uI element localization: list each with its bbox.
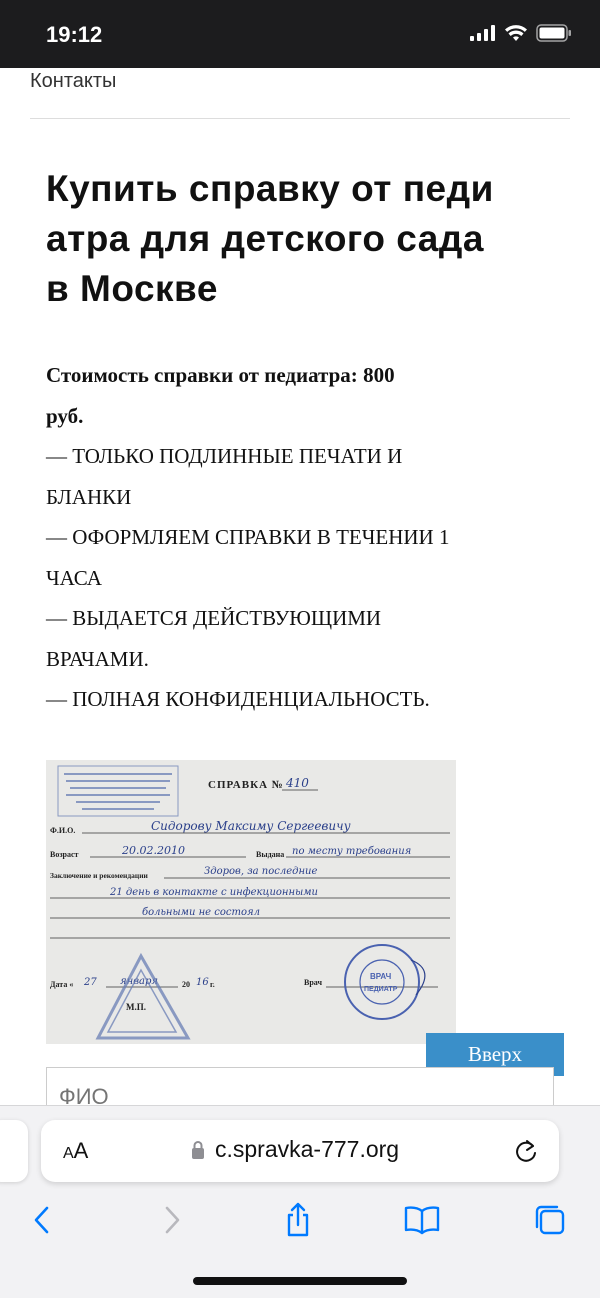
divider <box>30 118 570 119</box>
bullet-one-hour-cont: ЧАСА <box>46 565 102 590</box>
cert-line2: 21 день в контакте с инфекционными <box>110 887 318 898</box>
cellular-signal-icon <box>470 25 496 41</box>
bullet-word: — <box>46 525 67 549</box>
stamp-center-2: ПЕДИАТР <box>364 986 398 993</box>
home-indicator <box>193 1277 407 1285</box>
cert-fio-value: Сидорову Максиму Сергеевичу <box>151 819 351 833</box>
nav-link-contacts[interactable]: Контакты <box>30 70 117 92</box>
cert-doctor-label: Врач <box>304 978 322 987</box>
cert-fio-label: Ф.И.О. <box>50 826 76 835</box>
page-title <box>46 164 556 314</box>
book-icon <box>403 1205 441 1235</box>
bullet-word: ВЫДАЕТСЯ <box>72 606 188 630</box>
bullet-word: В <box>316 525 331 549</box>
certificate-image <box>46 760 456 1044</box>
share-button[interactable] <box>276 1198 320 1242</box>
cert-date-year: 16 <box>196 977 209 988</box>
bullet-doctors <box>46 598 554 639</box>
cert-date-year-prefix: 20 <box>182 980 190 989</box>
bullet-word: ДЕЙСТВУЮЩИМИ <box>192 606 382 630</box>
bullet-word: — <box>46 606 67 630</box>
status-time: 19:12 <box>46 22 103 47</box>
title-line-3: в Москве <box>46 268 218 309</box>
address-bar[interactable] <box>41 1120 559 1182</box>
scroll-to-top-button[interactable]: Вверх <box>426 1033 564 1076</box>
cert-mp-label: М.П. <box>126 1002 146 1012</box>
stamp-center-1: ВРАЧ <box>370 972 392 981</box>
cert-age-label: Возраст <box>50 850 79 859</box>
cert-line3: больными не состоял <box>142 907 260 918</box>
price-word: от <box>238 363 259 387</box>
url-text[interactable]: c.spravka-777.org <box>215 1136 400 1162</box>
cert-conclusion-label: Заключение и рекомендации <box>50 871 148 880</box>
cert-conclusion-value: Здоров, за последние <box>204 866 318 877</box>
price-word: 800 <box>363 363 395 387</box>
price-word: педиатра: <box>264 363 358 387</box>
price-currency: руб. <box>46 403 84 428</box>
bullet-doctors-cont: ВРАЧАМИ. <box>46 646 149 671</box>
page-body <box>46 355 554 720</box>
bullet-word: ПОДЛИННЫЕ <box>159 444 294 468</box>
bullet-one-hour <box>46 517 554 558</box>
bookmarks-button[interactable] <box>400 1198 444 1242</box>
title-word: Купить справку от педи <box>46 168 494 209</box>
bullet-word: ОФОРМЛЯЕМ <box>72 525 210 549</box>
browser-toolbar <box>0 1198 600 1248</box>
lock-icon <box>191 1140 205 1160</box>
cert-date-day: 27 <box>84 977 97 988</box>
cert-date-label: Дата « <box>50 980 74 989</box>
cert-issued-value: по месту требования <box>292 846 412 857</box>
cert-header: СПРАВКА № <box>208 779 284 791</box>
wifi-icon <box>504 24 528 42</box>
bullet-word: ПЕЧАТИ <box>298 444 382 468</box>
chevron-right-icon <box>162 1205 182 1235</box>
cert-number: 410 <box>286 776 309 790</box>
bullet-word: И <box>387 444 403 468</box>
bullet-word: СПРАВКИ <box>215 525 312 549</box>
share-icon <box>283 1202 313 1238</box>
title-word: атра для детского сада <box>46 218 484 259</box>
bullet-word: 1 <box>438 525 450 549</box>
bullet-authentic-cont: БЛАНКИ <box>46 484 132 509</box>
price-word: справки <box>154 363 234 387</box>
price-word: Стоимость <box>46 363 149 387</box>
previous-tab-preview[interactable] <box>0 1120 28 1182</box>
reload-icon[interactable] <box>513 1138 539 1164</box>
reader-options-button[interactable]: AA <box>63 1138 89 1163</box>
tabs-button[interactable] <box>528 1198 572 1242</box>
tabs-icon <box>533 1203 567 1237</box>
cert-issued-label: Выдана <box>256 850 285 859</box>
status-bar <box>0 0 600 68</box>
title-line-2 <box>46 214 556 264</box>
bullet-confidential: — ПОЛНАЯ КОНФИДЕНЦИАЛЬНОСТЬ. <box>46 687 430 711</box>
back-button[interactable] <box>20 1198 64 1242</box>
bullet-word: ТЕЧЕНИИ <box>336 525 434 549</box>
bullet-authentic <box>46 436 554 477</box>
certificate-drawing <box>46 760 456 1044</box>
battery-icon <box>536 24 572 42</box>
browser-bottom-bar <box>0 1105 600 1298</box>
chevron-left-icon <box>32 1205 52 1235</box>
bullet-word: — <box>46 444 67 468</box>
cert-age-value: 20.02.2010 <box>122 844 185 857</box>
status-icons <box>470 24 572 42</box>
price-line <box>46 355 554 396</box>
bullet-word: ТОЛЬКО <box>72 444 154 468</box>
cert-date-suffix: г. <box>210 980 215 989</box>
cert-date-month: января <box>120 976 159 987</box>
title-line-1 <box>46 164 556 214</box>
forward-button[interactable] <box>150 1198 194 1242</box>
